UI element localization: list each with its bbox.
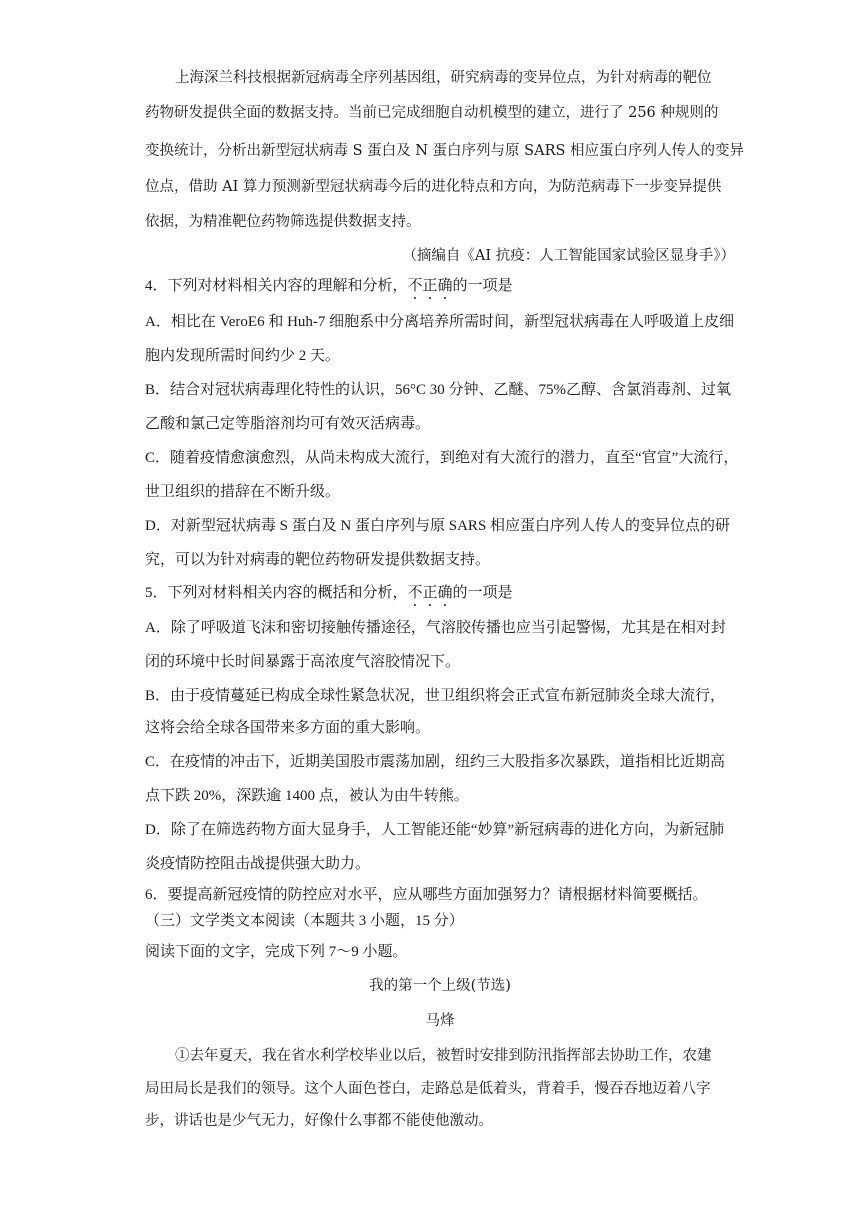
section3-instruction: 阅读下面的文字，完成下列 7～9 小题。 (145, 944, 408, 960)
q6-stem: 6．要提高新冠疫情的防控应对水平，应从哪些方面加强努力？请根据材料简要概括。 (145, 887, 708, 903)
section3-heading: （三）文学类文本阅读（本题共 3 小题，15 分） (145, 913, 464, 929)
q5-option-c-line-2: 点下跌 20%，深跌逾 1400 点，被认为由牛转熊。 (145, 788, 469, 804)
material3-source: （摘编自《AI 抗疫：人工智能国家试验区显身手》） (402, 248, 735, 264)
story-title: 我的第一个上级(节选) (369, 978, 511, 994)
material3-line-2: 药物研发提供全面的数据支持。当前已完成细胞自动机模型的建立，进行了 256 种规则的 (145, 105, 719, 121)
q5-option-a-line-2: 闭的环境中长时间暴露于高浓度气溶胶情况下。 (145, 654, 461, 670)
material3-line-4: 位点，借助 AI 算力预测新型冠状病毒今后的进化特点和方向，为防范病毒下一步变异提供 (145, 179, 722, 195)
q4-option-c-line-2: 世卫组织的措辞在不断升级。 (145, 484, 341, 500)
q4-option-a-line-1: A．相比在 VeroE6 和 Huh-7 细胞系中分离培养所需时间，新型冠状病毒在人呼吸道上皮细 (145, 314, 735, 330)
q4-option-d-line-2: 究，可以为针对病毒的靶位药物研发提供数据支持。 (145, 552, 491, 568)
story-para1-line-1: ①去年夏天，我在省水利学校毕业以后，被暂时安排到防汛指挥部去协助工作，农建 (175, 1048, 712, 1064)
q4-option-b-line-1: B．结合对冠状病毒理化特性的认识，56°C 30 分钟、乙醚、75%乙醇、含氯消毒剂、过氧 (145, 382, 732, 398)
q4-option-c-line-1: C．随着疫情愈演愈烈，从尚未构成大流行，到绝对有大流行的潜力，直至“官宣”大流行， (145, 450, 739, 466)
story-author: 马烽 (425, 1013, 455, 1029)
q5-option-a-line-1: A．除了呼吸道飞沫和密切接触传播途径，气溶胶传播也应当引起警惕，尤其是在相对封 (145, 620, 726, 636)
material3-line-5: 依据，为精准靶位药物筛选提供数据支持。 (145, 214, 421, 230)
q4-option-b-line-2: 乙酸和氯己定等脂溶剂均可有效灭活病毒。 (145, 416, 431, 432)
story-para1-line-3: 步，讲话也是少气无力，好像什么事都不能使他激动。 (145, 1113, 493, 1129)
q5-option-b-line-2: 这将会给全球各国带来多方面的重大影响。 (145, 720, 431, 736)
q5-option-d-line-1: D．除了在筛选药物方面大显身手，人工智能还能“妙算”新冠病毒的进化方向，为新冠肺 (145, 822, 725, 838)
q5-option-c-line-1: C．在疫情的冲击下，近期美国股市震荡加剧，纽约三大股指多次暴跌，道指相比近期高 (145, 754, 726, 770)
q5-option-d-line-2: 炎疫情防控阻击战提供强大助力。 (145, 856, 371, 872)
q4-option-a-line-2: 胞内发现所需时间约少 2 天。 (145, 348, 341, 364)
q4-option-d-line-1: D．对新型冠状病毒 S 蛋白及 N 蛋白序列与原 SARS 相应蛋白序列人传人的变异位点的研 (145, 518, 731, 534)
q4-stem (145, 276, 735, 303)
q5-option-b-line-1: B．由于疫情蔓延已构成全球性紧急状况，世卫组织将会正式宣布新冠肺炎全球大流行， (145, 688, 726, 704)
q5-stem-emphasis: 不正确 (407, 585, 453, 601)
q4-stem-post: 的一项是 (452, 278, 513, 294)
story-para1-line-2: 局田局长是我们的领导。这个人面色苍白，走路总是低着头，背着手，慢吞吞地迈着八字 (145, 1081, 711, 1097)
material3-line-1: 上海深兰科技根据新冠病毒全序列基因组，研究病毒的变异位点，为针对病毒的靶位 (175, 70, 712, 86)
q4-stem-emphasis: 不正确 (407, 278, 453, 294)
q5-stem-post: 的一项是 (452, 585, 513, 601)
q4-stem-pre: 4．下列对材料相关内容的理解和分析， (145, 278, 408, 294)
material3-line-3: 变换统计，分析出新型冠状病毒 S 蛋白及 N 蛋白序列与原 SARS 相应蛋白序列人传人的变异 (145, 143, 745, 159)
q5-stem (145, 583, 735, 610)
q5-stem-pre: 5．下列对材料相关内容的概括和分析， (145, 585, 408, 601)
